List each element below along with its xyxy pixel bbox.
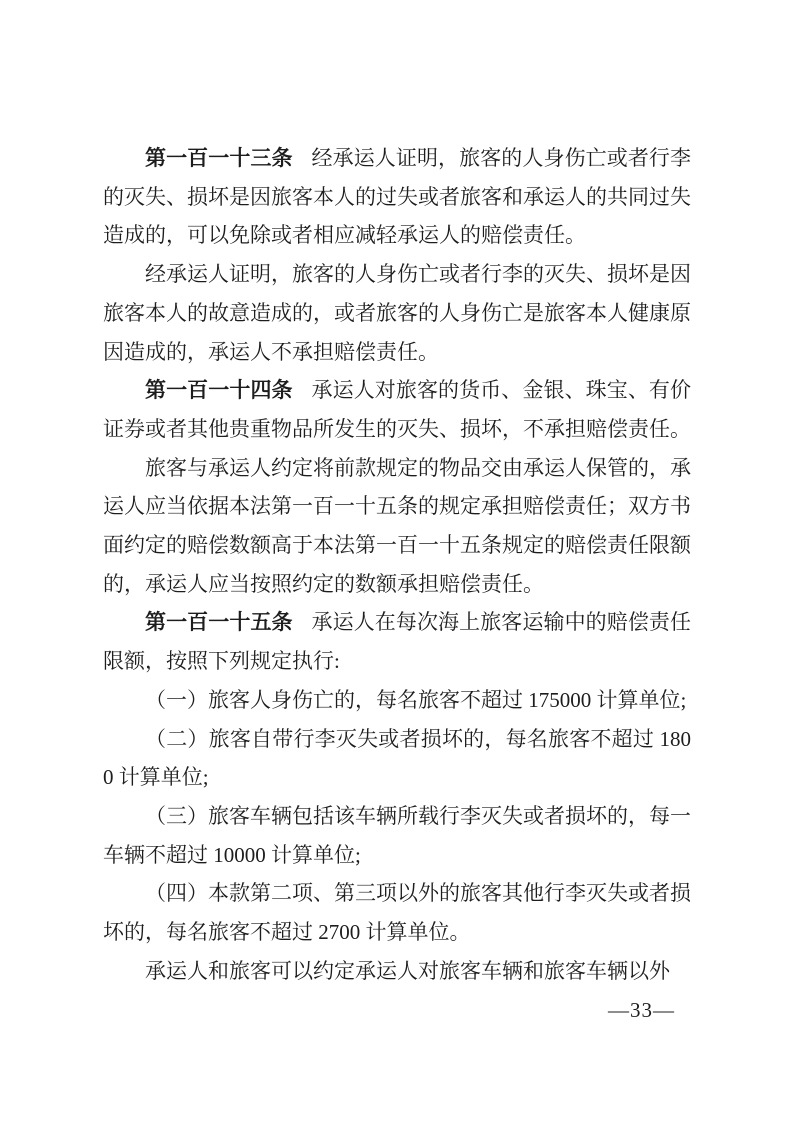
article-115-item-1-text: （一）旅客人身伤亡的，每名旅客不超过 175000 计算单位; [145,687,687,712]
article-115-item-1 [103,681,691,720]
article-115-intro-text: 承运人在每次海上旅客运输中的赔偿责任限额，按照下列规定执行: [103,610,692,674]
article-114-number: 第一百一十四条 [145,378,293,403]
article-113-number: 第一百一十三条 [145,146,293,170]
article-115-item-3 [103,797,691,874]
article-113-paragraph-1-text: 经承运人证明，旅客的人身伤亡或者行李的灭失、损坏是因旅客本人的过失或者旅客和承运人的共同过失造成的，可以免除或者相应减轻承运人的赔偿责任。 [103,146,692,248]
article-114-paragraph-1 [103,371,691,448]
article-115-item-3-text: （三）旅客车辆包括该车辆所载行李灭失或者损坏的，每一车辆不超过 10000 计算单位; [103,803,691,867]
article-115-item-2 [103,720,691,797]
article-115-number: 第一百一十五条 [145,610,293,635]
article-115-intro [103,603,691,680]
article-115-item-2-text: （二）旅客自带行李灭失或者损坏的，每名旅客不超过 1800 计算单位; [103,726,691,790]
article-114-paragraph-1-text: 承运人对旅客的货币、金银、珠宝、有价证券或者其他贵重物品所发生的灭失、损坏，不承担赔偿责任。 [103,378,692,441]
article-115-item-4 [103,874,691,951]
article-113-paragraph-1 [103,139,691,255]
article-114-paragraph-2 [103,449,691,604]
article-115-item-4-text: （四）本款第二项、第三项以外的旅客其他行李灭失或者损坏的，每名旅客不超过 2700 计算单位。 [103,881,691,945]
article-113-paragraph-2-text: 经承运人证明，旅客的人身伤亡或者行李的灭失、损坏是因旅客本人的故意造成的，或者旅客的人身伤亡是旅客本人健康原因造成的，承运人不承担赔偿责任。 [103,262,691,364]
article-114-paragraph-2-text: 旅客与承运人约定将前款规定的物品交由承运人保管的，承运人应当依据本法第一百一十五条的规定承担赔偿责任；双方书面约定的赔偿数额高于本法第一百一十五条规定的赔偿责任限额的，承运人应当按照约定的数额承担赔偿责任。 [103,455,691,596]
article-115-paragraph-2-partial-text: 承运人和旅客可以约定承运人对旅客车辆和旅客车辆以外 [145,958,670,983]
page-number: —33— [608,998,675,1022]
article-115-paragraph-2-partial [103,952,691,991]
document-text-block [103,139,691,990]
article-113-paragraph-2 [103,255,691,371]
